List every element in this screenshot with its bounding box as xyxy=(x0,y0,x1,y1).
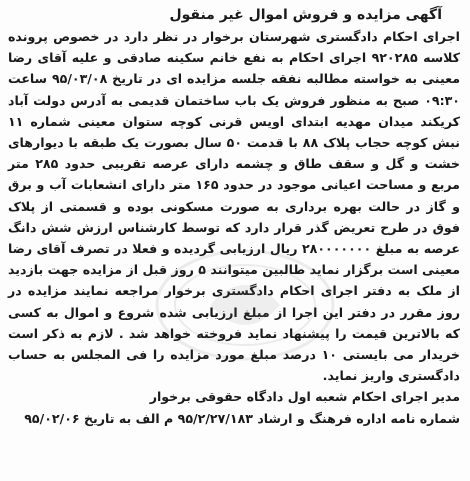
notice-reference: شماره نامه اداره فرهنگ و ارشاد ۹۵/۲/۲۷/۱۸۳ م الف به تاریخ ۹۵/۰۲/۰۶ xyxy=(24,410,460,426)
notice-title: آگهی مزایده و فروش اموال غیر منقول xyxy=(169,7,442,23)
notice-body: اجرای احکام دادگستری شهرستان برخوار در نظر دارد در خصوص پرونده کلاسه ۹۲۰۲۸۵ اجرای احکام به نفع خانم سکینه صادقی و علیه آقای رضا معینی به خواسته مطالبه نفقه جلسه مزایده ای در تاریخ ۹۵/۰۳/۰۸ ساعت ۰۹:۳۰ صبح به منظور فروش یک باب ساختمان قدیمی به آدرس دولت آباد کریکند میدان مهدیه ابتدای اویس قرنی کوچه ستوان معینی شماره ۱۱ نبش کوچه حجاب پلاک ۸۸ با قدمت ۵۰ سال بصورت یک طبقه با دیوارهای خشت و گل و سقف طاق و چشمه دارای عرصه تقریبی حدود ۲۸۵ متر مربع و مساحت اعیانی موجود در حدود ۱۶۵ متر دارای انشعابات آب و برق و گاز در حالت بهره برداری به صورت مسکونی بوده و قسمتی از پلاک فوق در طرح تعریض گذر قرار دارد که توسط کارشناس ارزش شش دانگ عرصه به مبلغ ۲۸۰۰۰۰۰۰۰ ریال ارزیابی گردیده و فعلا در تصرف آقای رضا معینی است برگزار نماید طالبین میتوانند ۵ روز قبل از مزایده جهت بازدید از ملک به دفتر اجرای احکام دادگستری برخوار مراجعه نمایند مزایده در روز مقرر در دفتر این اجرا از مبلغ ارزیابی شده شروع و اموال به کسی که بالاترین قیمت را پیشنهاد نماید فروخته خواهد شد . لازم به ذکر است خریدار می بایستی ۱۰ درصد مبلغ مورد مزایده را فی المجلس به حساب دادگستری واریز نماید. xyxy=(8,29,460,384)
notice-signature: مدیر اجرای احکام شعبه اول دادگاه حقوقی برخوار xyxy=(149,389,460,405)
